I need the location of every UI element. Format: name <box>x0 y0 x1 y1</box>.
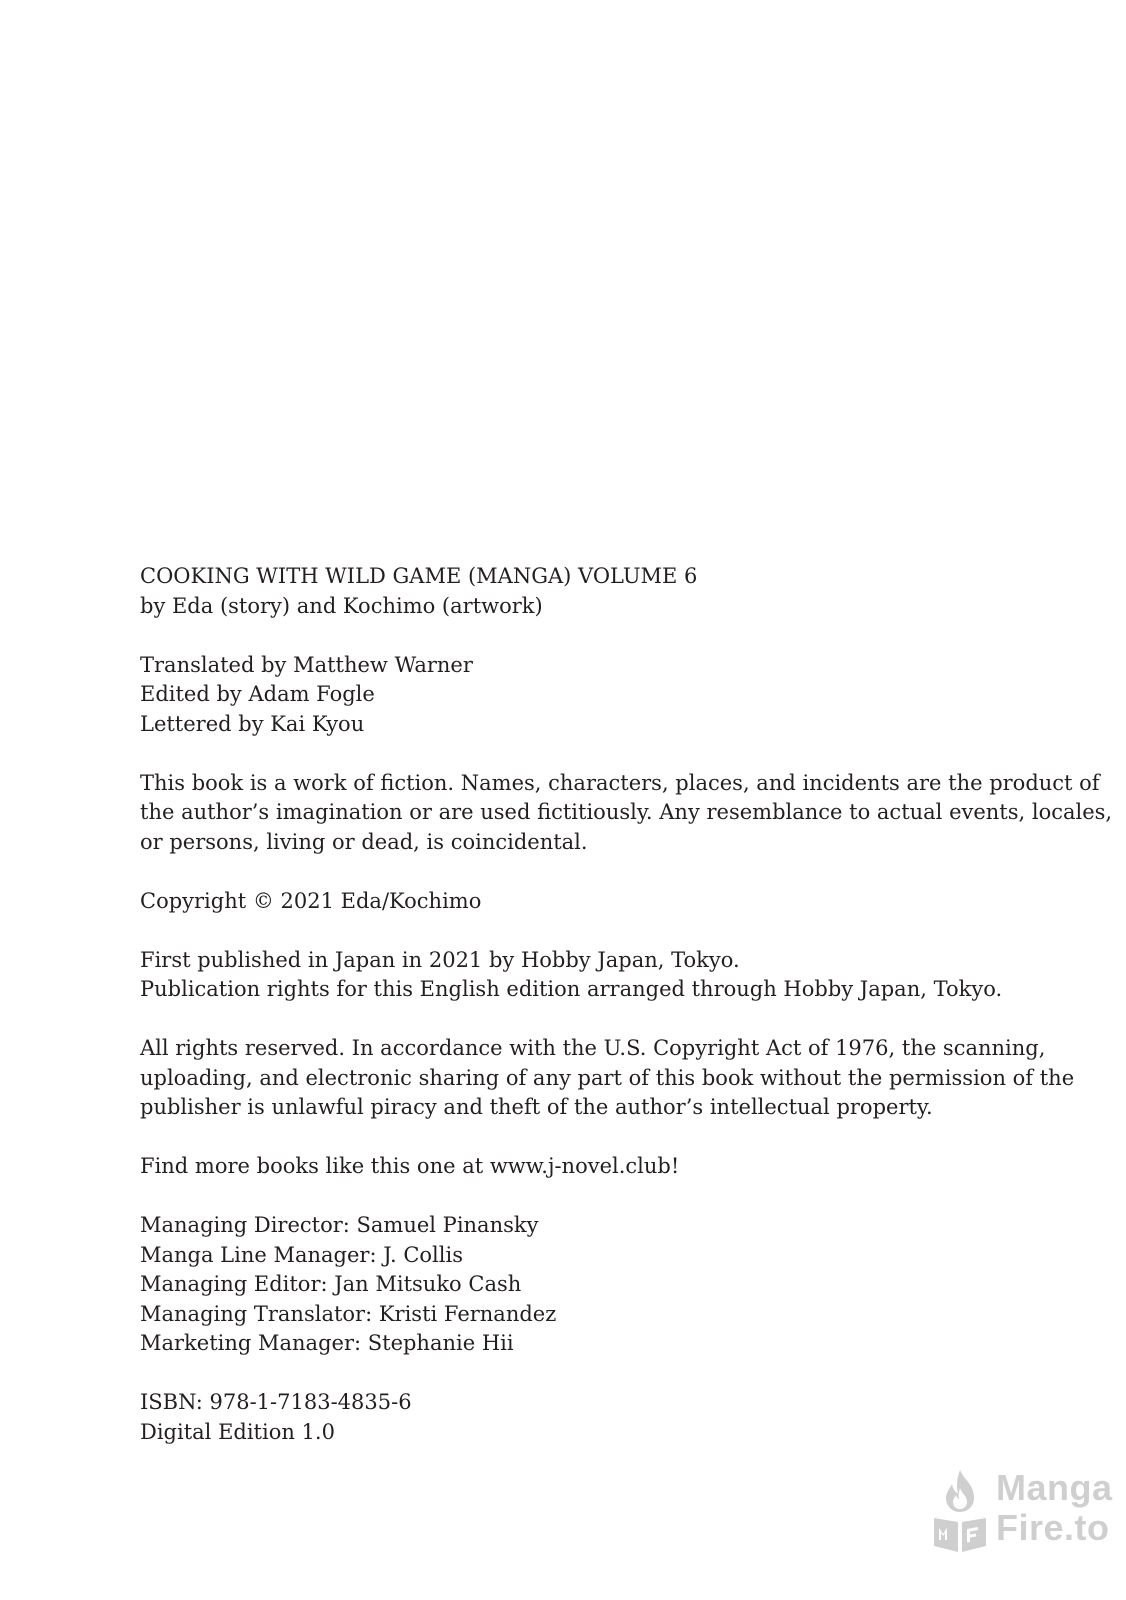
translator-credit: Translated by Matthew Warner <box>140 652 473 677</box>
management-paragraph <box>140 1211 1040 1359</box>
rights-line: uploading, and electronic sharing of any part of this book without the permission of the <box>140 1065 1075 1090</box>
disclaimer-line: This book is a work of fiction. Names, characters, places, and incidents are the product of <box>140 770 1100 795</box>
book-title: COOKING WITH WILD GAME (MANGA) VOLUME 6 <box>140 564 698 588</box>
rights-line: All rights reserved. In accordance with the U.S. Copyright Act of 1976, the scanning, <box>140 1036 1046 1060</box>
watermark-line1: Manga <box>996 1467 1113 1508</box>
rights-paragraph <box>140 1034 1075 1123</box>
find-more-line: Find more books like this one at www.j-novel.club! <box>140 1154 680 1178</box>
disclaimer-line: or persons, living or dead, is coincidental. <box>140 829 588 854</box>
edition-paragraph <box>140 1388 1040 1447</box>
mangafire-watermark <box>930 1458 1113 1564</box>
editor-credit: Edited by Adam Fogle <box>140 682 375 706</box>
rights-line: publisher is unlawful piracy and theft of the author’s intellectual property. <box>140 1095 933 1119</box>
watermark-line2: Fire.to <box>996 1507 1110 1548</box>
staff-paragraph <box>140 651 1040 740</box>
manga-line-manager: Manga Line Manager: J. Collis <box>140 1242 463 1267</box>
publication-paragraph <box>140 946 1040 1005</box>
marketing-manager: Marketing Manager: Stephanie Hii <box>140 1331 514 1355</box>
copyright-notice: Copyright © 2021 Eda/Kochimo <box>140 888 482 913</box>
flame-book-logo-icon <box>930 1466 990 1556</box>
copyright-paragraph <box>140 887 1040 917</box>
find-more-paragraph <box>140 1152 1040 1182</box>
title-paragraph <box>140 562 1040 621</box>
managing-editor: Managing Editor: Jan Mitsuko Cash <box>140 1272 522 1296</box>
publication-line: Publication rights for this English edition arranged through Hobby Japan, Tokyo. <box>140 977 1003 1001</box>
fiction-disclaimer <box>140 769 1113 858</box>
isbn: ISBN: 978-1-7183-4835-6 <box>140 1390 412 1414</box>
watermark-text <box>996 1468 1113 1548</box>
digital-edition: Digital Edition 1.0 <box>140 1419 335 1444</box>
publication-line: First published in Japan in 2021 by Hobby Japan, Tokyo. <box>140 947 740 972</box>
managing-translator: Managing Translator: Kristi Fernandez <box>140 1301 557 1326</box>
credits-block <box>140 562 1113 1447</box>
letterer-credit: Lettered by Kai Kyou <box>140 711 365 736</box>
managing-director: Managing Director: Samuel Pinansky <box>140 1213 539 1237</box>
disclaimer-line: the author’s imagination or are used fictitiously. Any resemblance to actual events, locales, <box>140 800 1113 824</box>
book-authors: by Eda (story) and Kochimo (artwork) <box>140 593 543 618</box>
